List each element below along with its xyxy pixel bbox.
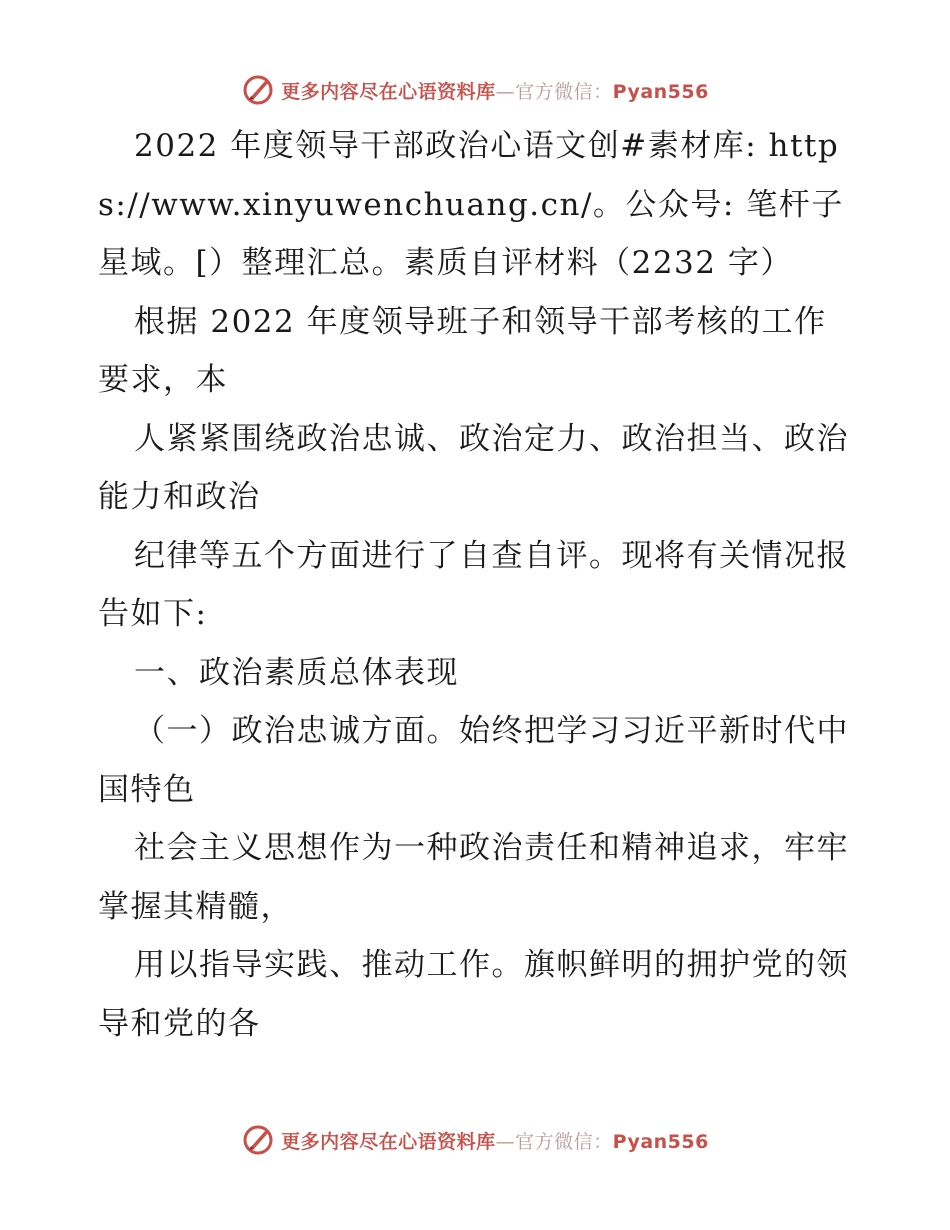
paragraph: 根据 2022 年度领导班子和领导干部考核的工作要求，本 [98, 303, 827, 398]
section-heading: 一、政治素质总体表现 [134, 654, 459, 691]
banner-title: 更多内容尽在心语资料库 [281, 1130, 496, 1153]
paragraph: 用以指导实践、推动工作。旗帜鲜明的拥护党的领导和党的各 [98, 947, 849, 1042]
brush-circle-logo-icon [241, 1123, 275, 1157]
banner-separator: —官方微信： [495, 80, 613, 103]
banner-title: 更多内容尽在心语资料库 [281, 80, 496, 103]
paragraph: 社会主义思想作为一种政治责任和精神追求，牢牢掌握其精髓， [98, 830, 849, 925]
banner-inner [241, 1123, 709, 1157]
footer-watermark-banner [0, 1120, 950, 1160]
document-body [98, 117, 852, 1053]
banner-text [281, 1127, 709, 1154]
paragraph: （一）政治忠诚方面。始终把学习习近平新时代中国特色 [98, 713, 849, 808]
header-watermark-banner [0, 70, 950, 110]
banner-separator: —官方微信： [495, 1130, 613, 1153]
banner-wechat-id: Pyan556 [612, 80, 709, 103]
banner-text [281, 77, 709, 104]
paragraph: 人紧紧围绕政治忠诚、政治定力、政治担当、政治能力和政治 [98, 420, 849, 515]
banner-wechat-id: Pyan556 [612, 1130, 709, 1153]
paragraph: 2022 年度领导干部政治心语文创#素材库: https://www.xinyuwenchuang.cn/。公众号: 笔杆子星域。[）整理汇总。素质自评材料（2232 字） [98, 128, 844, 281]
paragraph: 纪律等五个方面进行了自查自评。现将有关情况报告如下: [98, 537, 849, 632]
brush-circle-logo-icon [241, 73, 275, 107]
banner-inner [241, 73, 709, 107]
